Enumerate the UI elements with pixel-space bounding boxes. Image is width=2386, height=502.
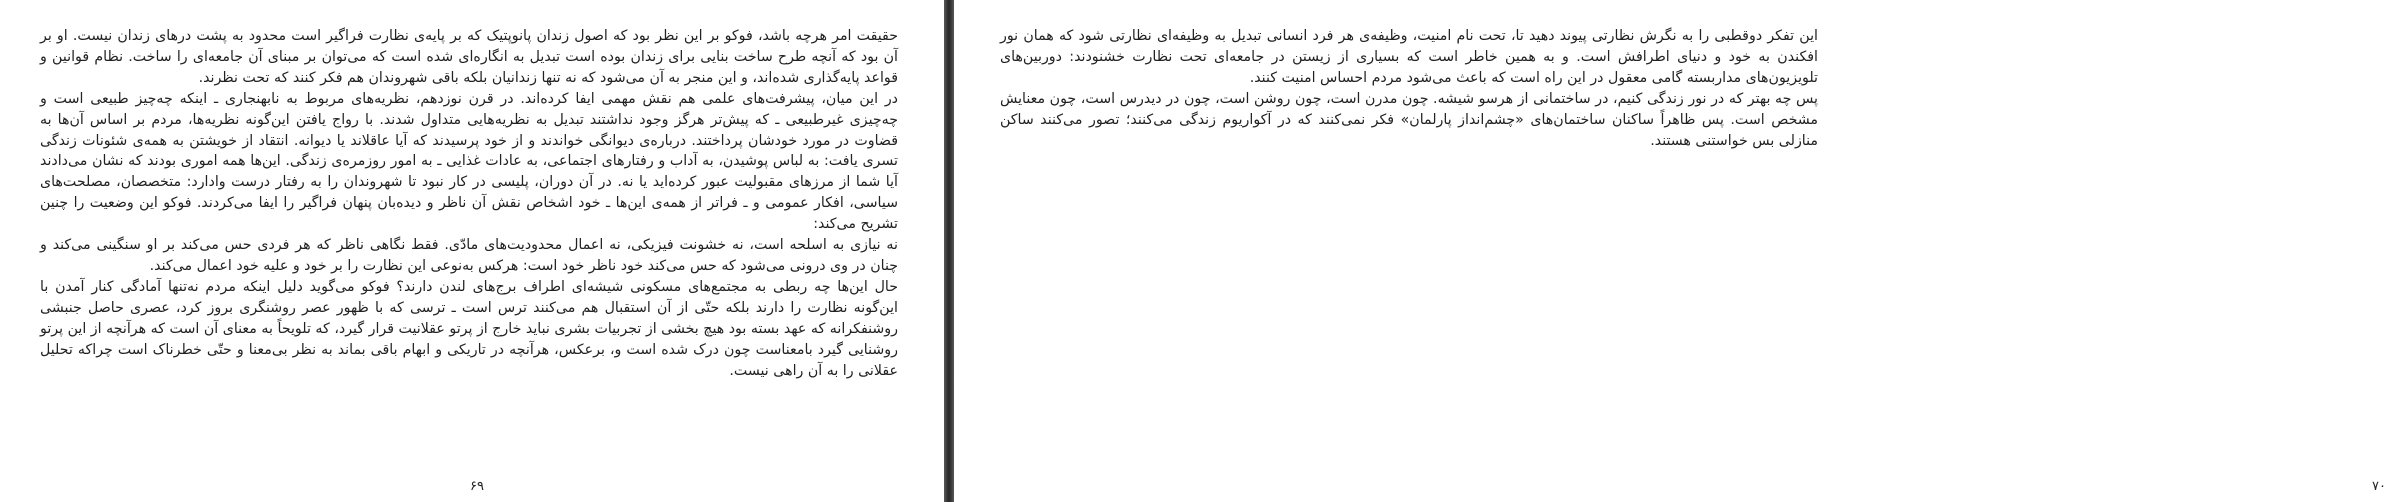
page-number: ۶۹ (470, 479, 484, 494)
paragraph: پس چه بهتر که در نور زندگی کنیم، در ساختمانی از هرسو شیشه. چون مدرن است، چون روشن است، چون در دیدرس است، چون معنایش مشخص است. پس ظاهراً ساکنان ساختمان‌های «چشم‌انداز پارلمان» فکر نمی‌کنند که در آکواریوم زندگی می‌کنند؛ تصور می‌کنند ساکن منازلی بس خواستنی هستند. (1000, 90, 1818, 149)
paragraph: حقیقت امر هرچه باشد، فوکو بر این نظر بود که اصول زندان پانوپتیک که بر پایه‌ی نظارت فراگیر است محدود به پشت درهای زندان نیست. او بر آن بود که آنچه طرح ساخت بنایی برای زندان بوده است تبدیل به انگاره‌ای شده است که می‌توان بر مبنای آن جامعه‌ای را ساخت. نظام قوانین و قواعد پایه‌گذاری شده‌اند، و این منجر به آن می‌شود که نه تنها زندانیان بلکه باقی شهروندان هم فکر کنند که تحت نظرند. (40, 28, 898, 86)
paragraph: حال این‌ها چه ربطی به مجتمع‌های مسکونی شیشه‌ای اطراف برج‌های لندن دارند؟ فوکو می‌گوید دلیل اینکه مردم نه‌تنها آمادگی کنار آمدن با این‌گونه نظارت را دارند بلکه حتّی از آن استقبال هم می‌کنند ترس است ـ ترسی که با ظهور عصر روشنگری بروز کرد، عصری حاصل جنبشی روشنفکرانه که عهد بسته بود هیچ بخشی از تجربیات بشری نباید خارج از پرتو عقلانیت قرار گیرد، که تلویحاً به معنای آن است که هرآنچه از این پرتو روشنایی گیرد بامعناست چون درک شده است و، برعکس، هرآنچه در تاریکی و ابهام باقی بماند به نظر بی‌معنا و حتّی خطرناک است چراکه تحلیل عقلانی را به آن راهی نیست. (40, 278, 898, 379)
paragraph: در این میان، پیشرفت‌های علمی هم نقش مهمی ایفا کرده‌اند. در قرن نوزدهم، نظریه‌های مربوط به نابهنجاری ـ اینکه چه‌چیز طبیعی است و چه‌چیزی غیرطبیعی ـ که پیش‌تر هرگز وجود نداشتند تبدیل به نظریه‌هایی متداول شدند. با رواج یافتن این‌گونه نظریه‌ها، مردم بر اساس آن‌ها به قضاوت در مورد خودشان پرداختند. درباره‌ی دیوانگی خواندند و از خود پرسیدند که آیا عاقلاند یا دیوانه. انتقاد از خویشتن به همه‌ی شئونات زندگی تسری یافت: به لباس پوشیدن، به آداب و رفتارهای اجتماعی، به عادات غذایی ـ به امور روزمره‌ی زندگی. این‌ها همه اموری بودند که نشان می‌دادند آیا شما از مرزهای مقبولیت عبور کرده‌اید یا نه. در آن دوران، پلیسی در کار نبود تا شهروندان را به رفتار درست وادارد: متخصصان، مصلحت‌های سیاسی، افکار عمومی و ـ فراتر از همه‌ی این‌ها ـ خود اشخاص نقش آن ناظر و دیده‌بان پنهان فراگیر را ایفا می‌کردند. فوکو این وضعیت را چنین تشریح می‌کند: (40, 90, 898, 233)
page-gutter-divider (944, 0, 954, 502)
block-quote: نه نیازی به اسلحه است، نه خشونت فیزیکی، نه اعمال محدودیت‌های مادّی. فقط نگاهی ناظر که هر فردی حس می‌کند بر او سنگینی می‌کند و چنان در وی درونی می‌شود که حس می‌کند خود ناظر خود است: هرکس به‌نوعی این نظارت را بر خود و علیه خود اعمال می‌کند. (40, 237, 898, 274)
right-page-body (1000, 26, 1818, 151)
left-page-body (40, 26, 898, 381)
left-page (0, 0, 944, 502)
page-number: ۷۰ (2372, 479, 2386, 494)
paragraph: این تفکر دوقطبی را به نگرش نظارتی پیوند دهید تا، تحت نام امنیت، وظیفه‌ی هر فرد انسانی تبدیل به وظیفه‌ای نظارتی شود که همان نور افکندن به خود و دنیای اطرافش است. و به همین خاطر است که بسیاری از زیستن در جامعه‌ای تحت نظارت خشنودند: دوربین‌های تلویزیون‌های مداربسته گامی معقول در این راه است که باعث می‌شود مردم احساس امنیت کنند. (1000, 28, 1818, 86)
right-page (954, 0, 2386, 502)
